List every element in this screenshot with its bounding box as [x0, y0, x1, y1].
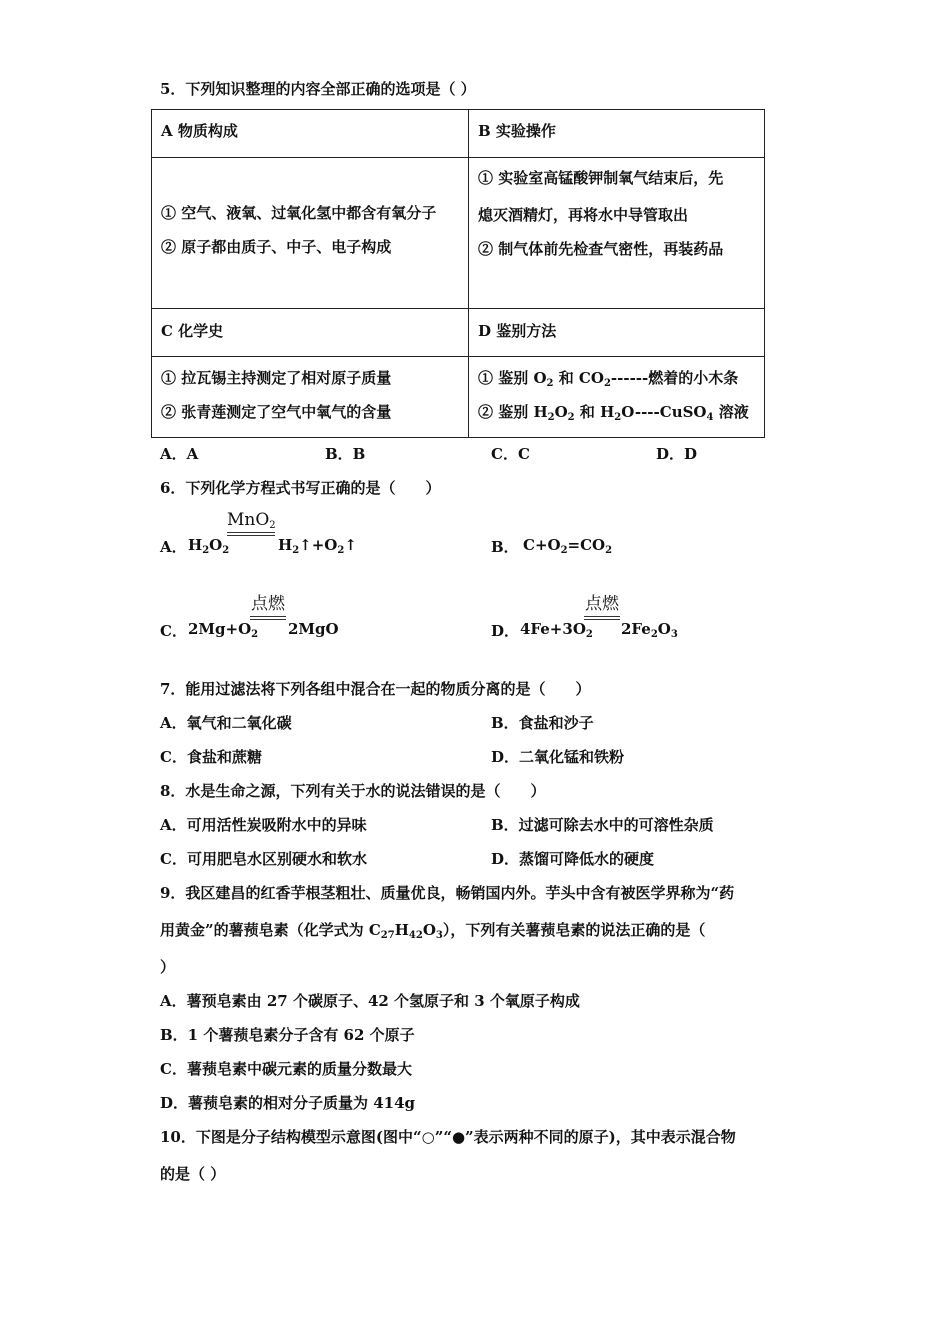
- table-cell-b-header: B 实验操作: [478, 122, 556, 140]
- table-divider: [152, 157, 764, 158]
- q6-option-b-equation: $C+O_2=CO_2$: [523, 536, 613, 556]
- q7-option-b: B．食盐和沙子: [491, 714, 594, 732]
- q6-option-c-condition: 点燃: [250, 595, 286, 620]
- table-divider: [152, 308, 764, 309]
- q10-stem-line2: 的是（ ）: [160, 1165, 226, 1183]
- q9-stem-line2: 用黄金”的薯蓣皂素（化学式为 $C_{27}H_{42}O_3$），下列有关薯蓣皂素的说法正确的是（: [160, 921, 706, 941]
- q7-option-c: C．食盐和蔗糖: [160, 748, 262, 766]
- table-cell-a-line2: ② 原子都由质子、中子、电子构成: [161, 238, 392, 256]
- q6-option-a-label: A．: [160, 538, 187, 556]
- equals-arrow: [584, 616, 620, 620]
- q8-stem: 8．水是生命之源，下列有关于水的说法错误的是（ ）: [160, 782, 546, 800]
- table-cell-d-line2: ② 鉴别 $H_2O_2$ 和 $H_2O----CuSO_4$ 溶液: [478, 403, 749, 423]
- table-cell-a-line1: ① 空气、液氧、过氧化氢中都含有氧分子: [161, 204, 437, 222]
- q6-option-d-condition: 点燃: [584, 595, 620, 620]
- q5-option-a: A．A: [160, 445, 199, 463]
- q7-option-d: D．二氧化锰和铁粉: [491, 748, 625, 766]
- q5-stem: 5．下列知识整理的内容全部正确的选项是（ ）: [160, 80, 476, 98]
- equals-arrow: [250, 616, 286, 620]
- q6-option-b-label: B．: [491, 538, 519, 556]
- q5-option-c: C．C: [491, 445, 530, 463]
- table-cell-b-line2: ② 制气体前先检查气密性，再装药品: [478, 240, 724, 258]
- table-cell-c-header: C 化学史: [161, 322, 224, 340]
- q9-option-c: C．薯蓣皂素中碳元素的质量分数最大: [160, 1060, 412, 1078]
- q6-option-a-condition: MnO$_2$: [227, 511, 275, 536]
- q6-option-c-rhs: 2MgO: [288, 620, 339, 638]
- q8-option-d: D．蒸馏可降低水的硬度: [491, 850, 655, 868]
- table-cell-d-header: D 鉴别方法: [478, 322, 557, 340]
- q9-stem-line3: ）: [160, 958, 176, 976]
- q9-stem-line1: 9．我区建昌的红香芋根茎粗壮、质量优良，畅销国内外。芋头中含有被医学界称为“药: [160, 884, 735, 902]
- q6-option-c-lhs: $2Mg+O_2$: [188, 620, 259, 640]
- q6-stem: 6．下列化学方程式书写正确的是（ ）: [160, 479, 441, 497]
- table-cell-d-line1: ① 鉴别 $O_2$ 和 $CO_2------$燃着的小木条: [478, 369, 739, 389]
- table-divider: [152, 356, 764, 357]
- q5-table: [151, 109, 765, 438]
- q6-option-d-lhs: $4Fe+3O_2$: [520, 620, 593, 640]
- q8-option-c: C．可用肥皂水区别硬水和软水: [160, 850, 367, 868]
- q8-option-a: A．可用活性炭吸附水中的异味: [160, 816, 367, 834]
- q6-option-d-rhs: $2Fe_2O_3$: [621, 620, 678, 640]
- q6-option-c-label: C．: [160, 622, 187, 640]
- table-cell-c-line1: ① 拉瓦锡主持测定了相对原子质量: [161, 369, 392, 387]
- table-cell-b-line1b: 熄灭酒精灯，再将水中导管取出: [478, 206, 689, 224]
- q9-option-b: B．1 个薯蓣皂素分子含有 62 个原子: [160, 1026, 415, 1044]
- table-divider-vertical: [468, 110, 469, 437]
- q10-stem-line1: 10．下图是分子结构模型示意图(图中“○”“●”表示两种不同的原子)，其中表示混合物: [160, 1128, 736, 1146]
- table-cell-a-header: A 物质构成: [161, 122, 238, 140]
- q9-option-a: A．薯预皂素由 27 个碳原子、42 个氢原子和 3 个氧原子构成: [160, 992, 580, 1010]
- q7-stem: 7．能用过滤法将下列各组中混合在一起的物质分离的是（ ）: [160, 680, 591, 698]
- table-cell-b-line1: ① 实验室高锰酸钾制氧气结束后，先: [478, 169, 724, 187]
- equals-arrow: [227, 532, 275, 536]
- q8-option-b: B．过滤可除去水中的可溶性杂质: [491, 816, 714, 834]
- table-cell-c-line2: ② 张青莲测定了空气中氧气的含量: [161, 403, 392, 421]
- q5-option-d: D．D: [656, 445, 698, 463]
- q5-option-b: B．B: [325, 445, 366, 463]
- q6-option-a-rhs: $H_2↑+O_2↑$: [278, 536, 357, 556]
- q7-option-a: A．氧气和二氧化碳: [160, 714, 292, 732]
- q6-option-a-lhs: $H_2O_2$: [188, 536, 230, 556]
- q6-option-d-label: D．: [491, 622, 520, 640]
- q9-option-d: D．薯蓣皂素的相对分子质量为 414g: [160, 1094, 416, 1112]
